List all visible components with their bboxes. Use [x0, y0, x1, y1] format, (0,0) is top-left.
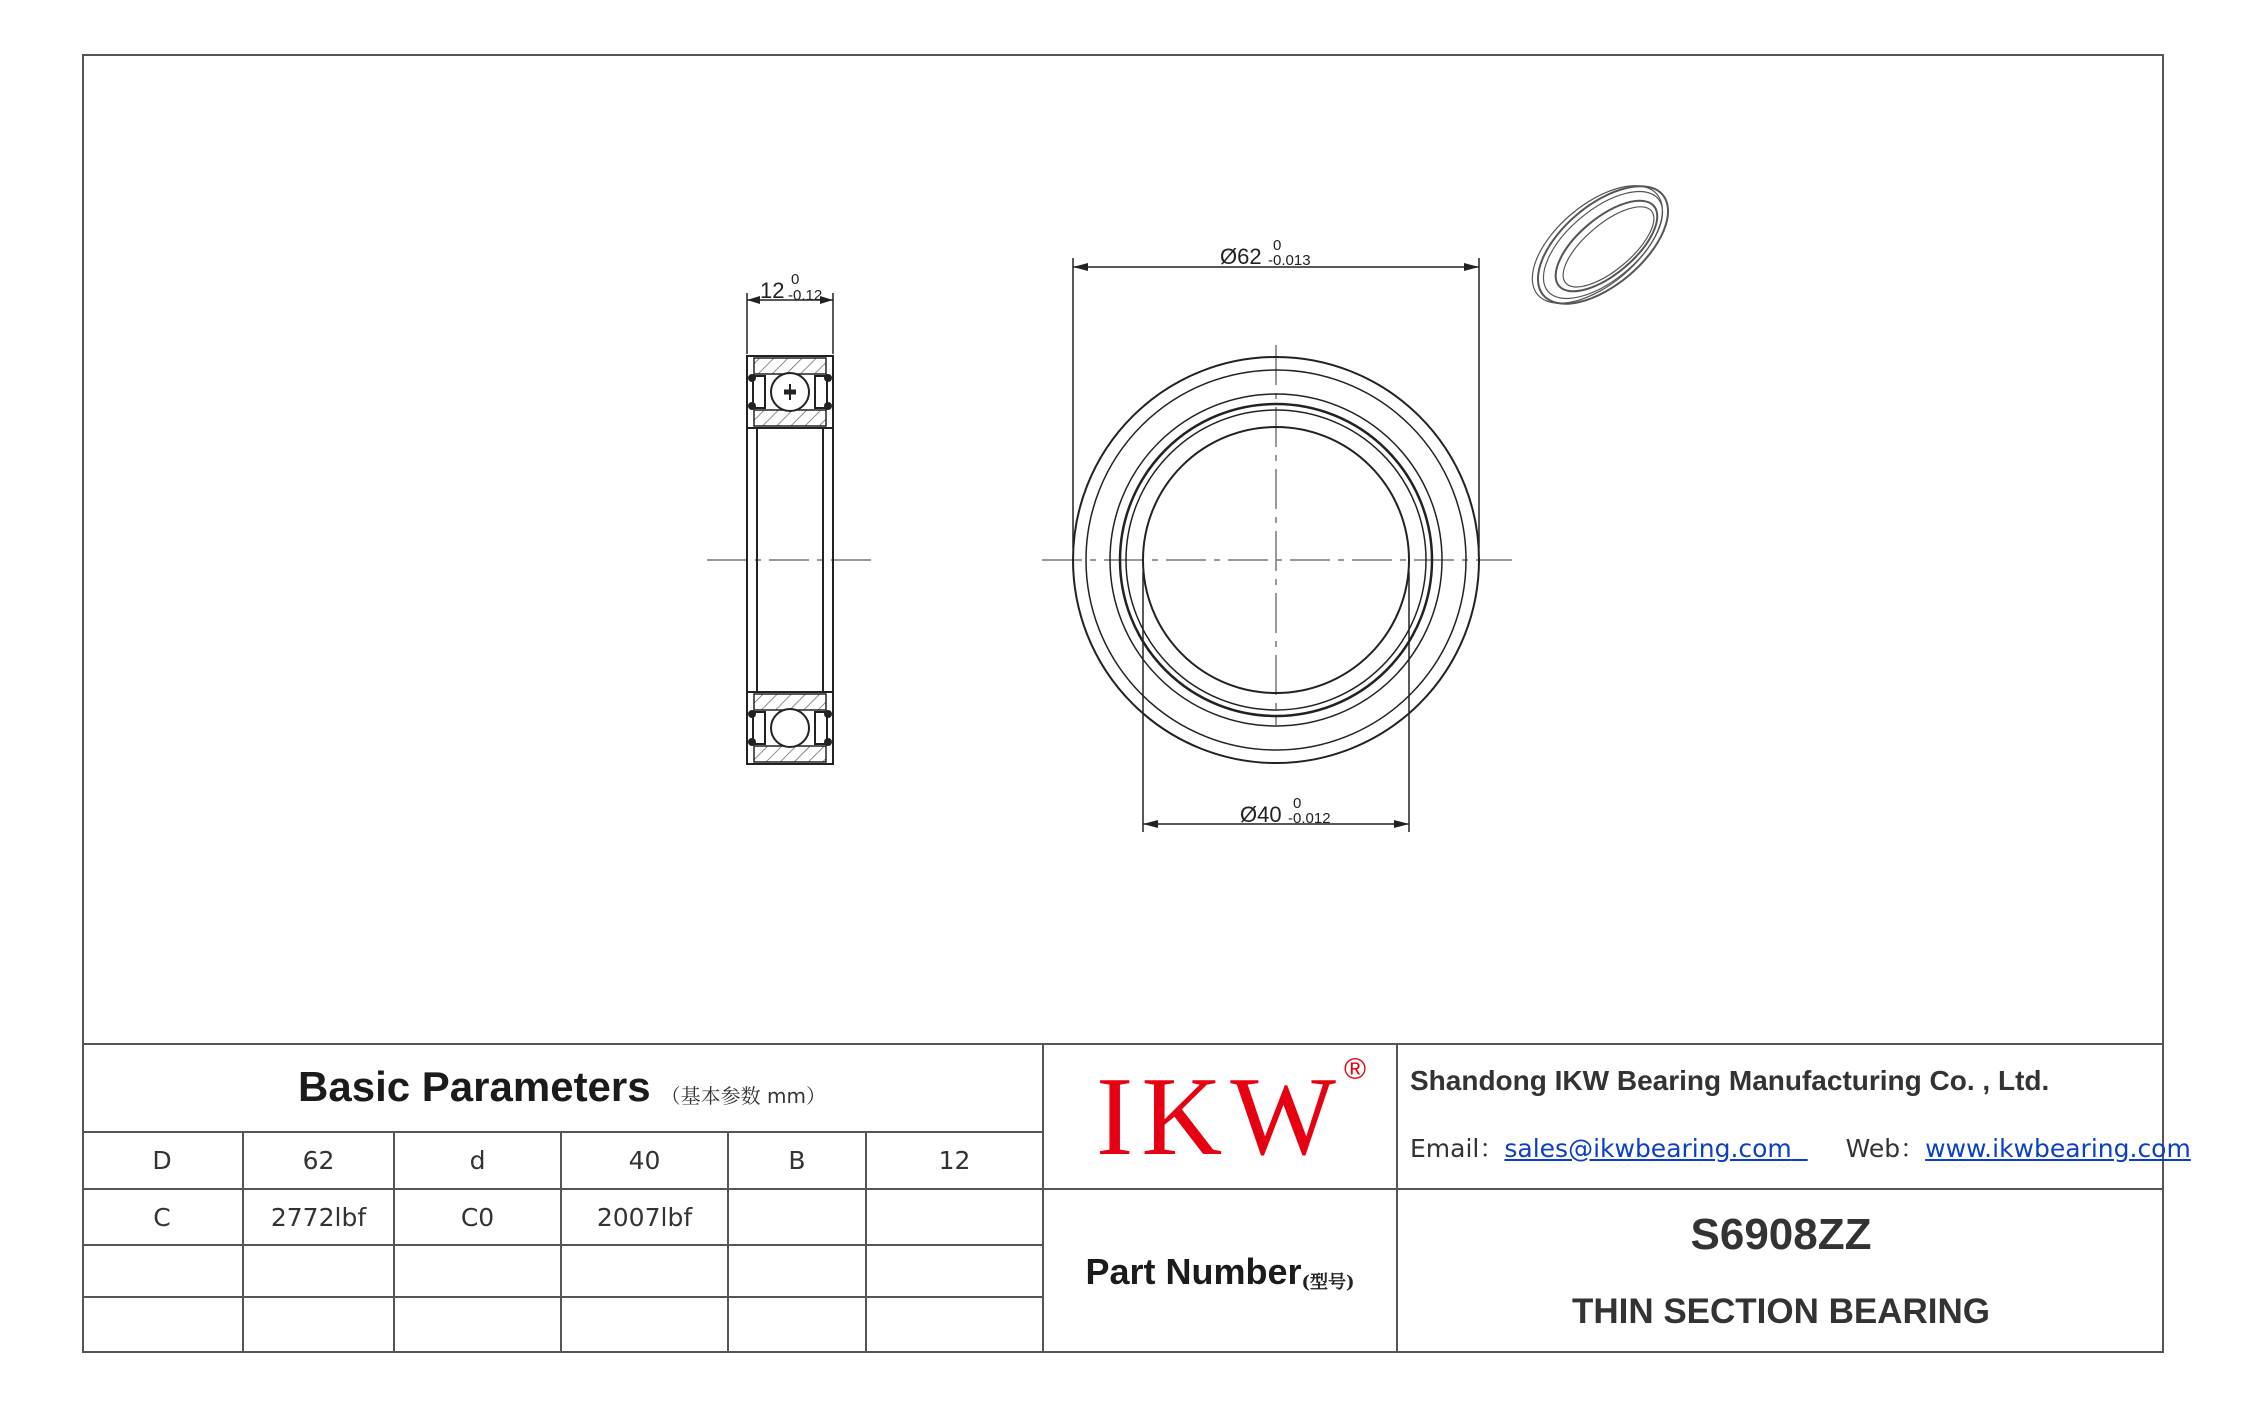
part-model: S6908ZZ	[1690, 1210, 1872, 1259]
inner-diameter-dimension: Ø40	[1240, 802, 1282, 827]
basic-parameters-title: Basic Parameters	[298, 1063, 651, 1110]
basic-parameters-header	[82, 1043, 1042, 1131]
email-link[interactable]: sales@ikwbearing.com	[1504, 1134, 1792, 1163]
basic-parameters-unit: （基本参数 mm）	[660, 1083, 826, 1108]
title-block	[82, 1043, 2191, 1353]
front-view	[1042, 258, 1512, 832]
param-cell: 2772lbf	[270, 1202, 367, 1232]
company-name: Shandong IKW Bearing Manufacturing Co. , Ltd.	[1410, 1065, 2050, 1096]
ikw-logo	[1044, 1045, 1396, 1188]
part-number-label: Part Number	[1085, 1250, 1302, 1292]
registered-mark: ®	[1344, 1053, 1367, 1086]
param-cell: D	[152, 1146, 172, 1175]
param-cell	[867, 1190, 1042, 1244]
param-cell: C	[153, 1202, 171, 1232]
part-number-label-cell	[1044, 1190, 1396, 1353]
param-cell: 62	[302, 1146, 335, 1175]
inner-tolerance-upper: 0	[1293, 795, 1302, 812]
side-section-view	[707, 293, 872, 764]
param-cell	[729, 1190, 865, 1244]
part-number-label-sub: (型号)	[1301, 1271, 1355, 1293]
width-tolerance-upper: 0	[791, 271, 800, 288]
inner-tolerance-lower: -0.012	[1288, 810, 1331, 827]
web-label: Web：	[1845, 1134, 1926, 1163]
param-cell: d	[469, 1146, 486, 1175]
param-cell: 40	[628, 1146, 661, 1175]
outer-tolerance-lower: -0.013	[1268, 252, 1311, 269]
param-cell: 2007lbf	[596, 1202, 693, 1232]
param-cell: B	[788, 1146, 806, 1175]
email-label: Email：	[1410, 1134, 1505, 1163]
part-type: THIN SECTION BEARING	[1571, 1292, 1991, 1331]
contact-line	[1410, 1129, 2191, 1165]
outer-tolerance-upper: 0	[1273, 237, 1282, 254]
width-dimension: 12	[760, 278, 785, 303]
outer-diameter-dimension: Ø62	[1220, 244, 1262, 269]
param-cell: C0	[460, 1202, 495, 1232]
param-cell: 12	[938, 1146, 971, 1175]
isometric-bearing-icon	[1512, 161, 1689, 328]
logo-text: IKW	[1096, 1054, 1344, 1179]
width-tolerance-lower: -0.12	[788, 287, 823, 304]
company-info	[1410, 1043, 2191, 1188]
web-link[interactable]: www.ikwbearing.com	[1925, 1134, 2191, 1163]
